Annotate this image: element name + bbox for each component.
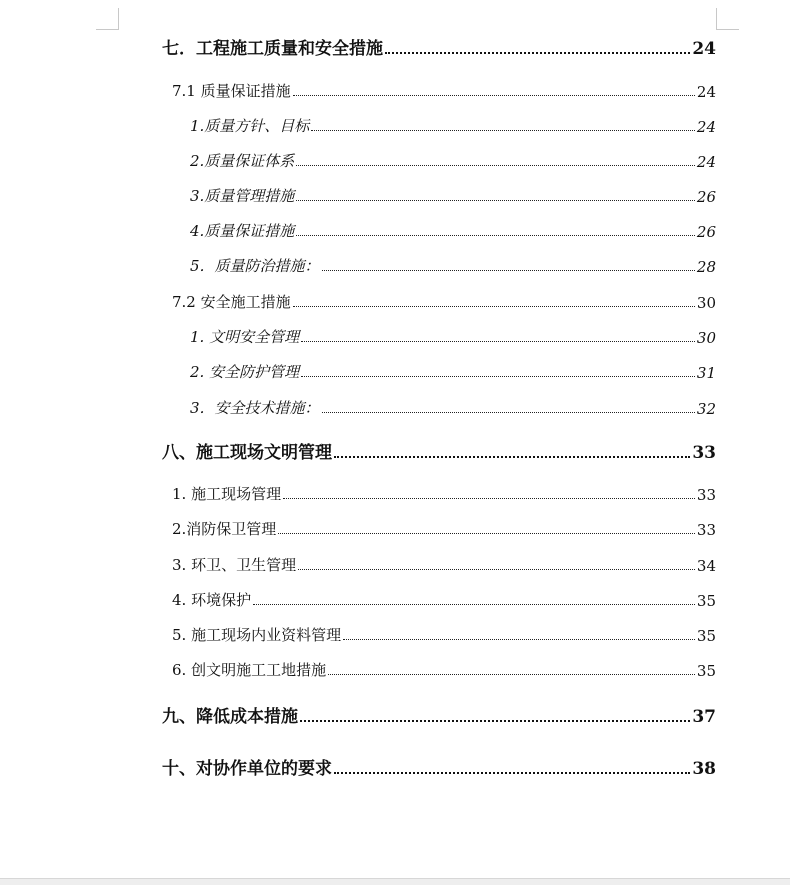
- toc-page-number: 30: [696, 294, 716, 312]
- toc-entry-title: 3. 环卫、卫生管理: [172, 556, 297, 574]
- toc-page-number: 24: [696, 83, 716, 101]
- toc-page-number: 31: [696, 364, 716, 382]
- dot-leader: [301, 341, 695, 342]
- toc-page-number: 38: [692, 759, 716, 779]
- dot-leader: [343, 639, 695, 640]
- dot-leader: [293, 95, 695, 96]
- toc-page-number: 33: [696, 521, 716, 539]
- dot-leader: [311, 130, 695, 131]
- crop-mark-top-left-horizontal: [96, 29, 119, 30]
- toc-entry-7-1-3[interactable]: [190, 184, 716, 206]
- toc-entry-7-1-2[interactable]: [190, 149, 716, 171]
- dot-leader: [278, 533, 695, 534]
- dot-leader: [300, 720, 690, 722]
- crop-mark-top-right-vertical: [716, 8, 717, 30]
- toc-entry-title: 八、施工现场文明管理: [162, 443, 332, 463]
- toc-entry-7-2-3[interactable]: [190, 396, 716, 418]
- dot-leader: [283, 498, 695, 499]
- dot-leader: [293, 306, 695, 307]
- crop-mark-top-right-horizontal: [716, 29, 739, 30]
- dot-leader: [334, 456, 690, 458]
- toc-entry-title: 1. 文明安全管理: [190, 328, 300, 346]
- toc-entry-title: 5. 施工现场内业资料管理: [172, 626, 342, 644]
- toc-page-number: 35: [696, 592, 716, 610]
- dot-leader: [296, 200, 695, 201]
- toc-entry-section-7[interactable]: [162, 35, 716, 59]
- toc-entry-title: 4. 环境保护: [172, 591, 252, 609]
- toc-entry-8-5[interactable]: [172, 623, 716, 645]
- toc-entry-section-10[interactable]: [162, 755, 716, 779]
- toc-page-number: 24: [692, 39, 716, 59]
- toc-page-number: 33: [696, 486, 716, 504]
- dot-leader: [298, 569, 695, 570]
- dot-leader: [253, 604, 695, 605]
- toc-page-number: 37: [692, 707, 716, 727]
- toc-entry-title: 4.质量保证措施: [190, 222, 295, 240]
- toc-entry-title: 6. 创文明施工工地措施: [172, 661, 327, 679]
- toc-entry-8-2[interactable]: [172, 517, 716, 539]
- dot-leader: [322, 412, 695, 413]
- toc-page-number: 26: [696, 188, 716, 206]
- toc-entry-section-9[interactable]: [162, 703, 716, 727]
- toc-entry-title: 7.2 安全施工措施: [172, 293, 291, 311]
- toc-entry-title: 1.质量方针、目标: [190, 117, 310, 135]
- toc-page-number: 35: [696, 627, 716, 645]
- toc-page-number: 24: [696, 153, 716, 171]
- toc-entry-title: 5．质量防治措施：: [190, 257, 320, 275]
- toc-entry-section-8[interactable]: [162, 439, 716, 463]
- toc-entry-title: 十、对协作单位的要求: [162, 759, 332, 779]
- toc-page-number: 30: [696, 329, 716, 347]
- toc-page-number: 33: [692, 443, 716, 463]
- toc-entry-7-2-2[interactable]: [190, 360, 716, 382]
- toc-entry-7-2[interactable]: [172, 290, 716, 312]
- toc-entry-title: 2.消防保卫管理: [172, 520, 277, 538]
- toc-entry-7-1-1[interactable]: [190, 114, 716, 136]
- toc-entry-title: 九、降低成本措施: [162, 707, 298, 727]
- dot-leader: [296, 165, 695, 166]
- toc-page-number: 26: [696, 223, 716, 241]
- toc-page-number: 35: [696, 662, 716, 680]
- toc-page-number: 24: [696, 118, 716, 136]
- dot-leader: [301, 376, 695, 377]
- dot-leader: [385, 52, 690, 54]
- toc-page-number: 32: [696, 400, 716, 418]
- toc-entry-title: 1. 施工现场管理: [172, 485, 282, 503]
- toc-entry-7-1-5[interactable]: [190, 254, 716, 276]
- toc-entry-8-3[interactable]: [172, 553, 716, 575]
- toc-entry-7-2-1[interactable]: [190, 325, 716, 347]
- toc-page-number: 28: [696, 258, 716, 276]
- toc-entry-title: 7.1 质量保证措施: [172, 82, 291, 100]
- toc-entry-8-1[interactable]: [172, 482, 716, 504]
- toc-page-number: 34: [696, 557, 716, 575]
- toc-entry-8-6[interactable]: [172, 658, 716, 680]
- toc-entry-title: 2. 安全防护管理: [190, 363, 300, 381]
- toc-entry-7-1-4[interactable]: [190, 219, 716, 241]
- toc-entry-8-4[interactable]: [172, 588, 716, 610]
- toc-entry-title: 3．安全技术措施：: [190, 399, 320, 417]
- toc-entry-title: 2.质量保证体系: [190, 152, 295, 170]
- toc-entry-title: 七．工程施工质量和安全措施: [162, 39, 383, 59]
- toc-entry-title: 3.质量管理措施: [190, 187, 295, 205]
- dot-leader: [296, 235, 695, 236]
- crop-mark-top-left-vertical: [118, 8, 119, 30]
- dot-leader: [322, 270, 695, 271]
- toc-entry-7-1[interactable]: [172, 79, 716, 101]
- dot-leader: [328, 674, 695, 675]
- dot-leader: [334, 772, 690, 774]
